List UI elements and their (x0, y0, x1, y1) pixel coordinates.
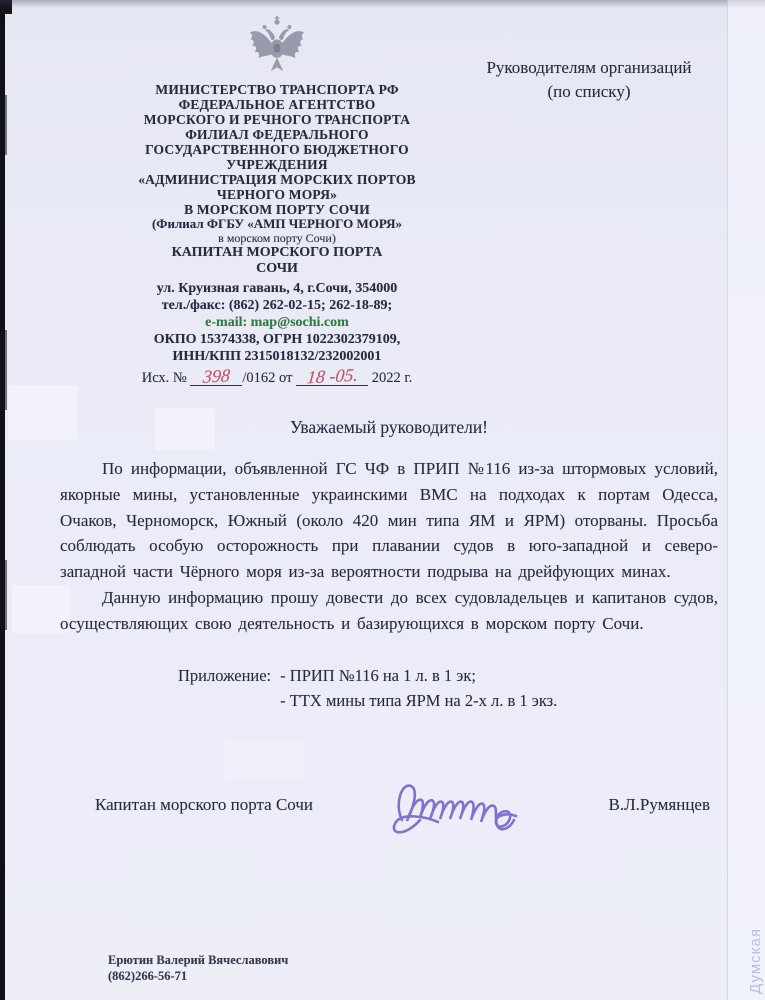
letter-body (60, 417, 718, 713)
scan-right-light-strip (727, 0, 765, 1000)
scan-blotch (225, 740, 305, 780)
letterhead-line: В МОРСКОМ ПОРТУ СОЧИ (184, 202, 370, 217)
handwritten-ref-date: 18 -05. (305, 364, 359, 388)
scan-edge-bump (5, 560, 7, 630)
recipient-line: (по списку) (547, 82, 631, 101)
letterhead (88, 82, 466, 387)
attachment-block (60, 663, 718, 713)
ref-year: 2022 г. (371, 370, 413, 386)
letterhead-line: МИНИСТЕРСТВО ТРАНСПОРТА РФ (155, 82, 399, 97)
attachment-item: - ПРИП №116 на 1 л. в 1 эк; (280, 665, 476, 685)
signer-name: В.Л.Румянцев (608, 795, 710, 814)
attachment-label: Приложение: (178, 665, 272, 685)
salutation: Уважаемый руководители! (289, 417, 489, 437)
letterhead-phone: тел./факс: (862) 262-02-15; 262-18-89; (161, 298, 393, 313)
signature-scribble (386, 758, 536, 848)
body-paragraph-1: По информации, объявленной ГС ЧФ в ПРИП №116 из-за штормовых условий, якорные мины, установленные украинскими ВМС на подходах к портам Одесса, Очаков, Черноморск, Южный (около 420 мин типа ЯМ и ЯРМ) оторваны. Просьба соблюдать особую осторожность при плавании судов в юго-западной и северо-западной части Чёрного моря из-за вероятности подрыва на дрейфующих минах. (60, 459, 718, 582)
executor-phone: (862)266-56-71 (108, 968, 188, 983)
ref-date-field (296, 364, 368, 388)
letterhead-address: ул. Круизная гавань, 4, г.Сочи, 354000 (156, 281, 398, 296)
letterhead-line: ГОСУДАРСТВЕННОГО БЮДЖЕТНОГО (145, 142, 409, 157)
letterhead-line: ФИЛИАЛ ФЕДЕРАЛЬНОГО (185, 127, 369, 142)
signer-position: Капитан морского порта Сочи (95, 795, 314, 814)
body-paragraph-2: Данную информацию прошу довести до всех судовладельцев и капитанов судов, осуществляющих свою деятельность и базирующихся в морском порту Сочи. (60, 587, 718, 633)
outgoing-ref-line (88, 364, 466, 388)
attachment-items (280, 663, 557, 713)
ref-prefix: Исх. № (141, 370, 187, 386)
ref-middle: /0162 от (242, 370, 293, 386)
executor-name: Ерютин Валерий Вячеславович (108, 953, 289, 967)
letterhead-okpo-ogrn: ОКПО 15374338, ОГРН 1022302379109, (153, 332, 401, 347)
recipient-block (455, 56, 723, 104)
recipient-line: Руководителям организаций (486, 58, 692, 77)
letterhead-line: в морском порту Сочи) (218, 230, 336, 245)
letterhead-line: МОРСКОГО И РЕЧНОГО ТРАНСПОРТА (143, 112, 411, 127)
letterhead-line: «АДМИНИСТРАЦИЯ МОРСКИХ ПОРТОВ (138, 172, 416, 187)
handwritten-ref-number: 398 (202, 365, 231, 387)
scan-edge-bump (5, 330, 7, 410)
ref-number-field (190, 365, 242, 387)
attachment-item: - ТТХ мины типа ЯРМ на 2-х л. в 1 экз. (280, 690, 558, 710)
letterhead-line: УЧРЕЖДЕНИЯ (226, 157, 328, 172)
letterhead-line: ЧЕРНОГО МОРЯ» (216, 187, 338, 202)
letterhead-line: ФЕДЕРАЛЬНОЕ АГЕНТСТВО (178, 97, 376, 112)
letterhead-inn-kpp: ИНН/КПП 2315018132/232002001 (172, 349, 382, 364)
watermark-dumskaya: Думская (747, 928, 764, 994)
scan-edge-bump (5, 95, 7, 155)
letterhead-line: (Филиал ФГБУ «АМП ЧЕРНОГО МОРЯ» (151, 216, 403, 231)
letterhead-line: КАПИТАН МОРСКОГО ПОРТА (171, 245, 383, 260)
scan-top-edge (0, 0, 765, 8)
letterhead-line: СОЧИ (256, 260, 298, 276)
coat-of-arms-emblem (246, 12, 308, 78)
letterhead-email: e-mail: map@sochi.com (205, 315, 349, 330)
executor-block (108, 953, 288, 984)
